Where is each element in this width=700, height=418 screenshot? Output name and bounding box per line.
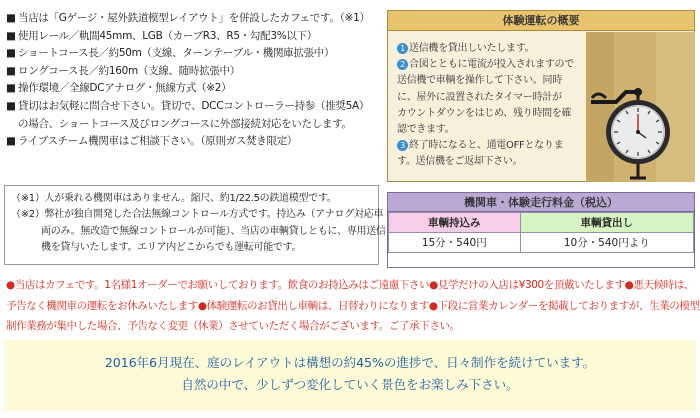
fee-title: 機関車・体験走行料金（税込） [388, 193, 694, 212]
bullet-square-icon: ■ [6, 82, 16, 95]
fee-value-rental: 10分・540円より [520, 233, 693, 253]
footnotes-box [4, 185, 386, 265]
fee-header-bring-own: 車輌持込み [389, 213, 521, 233]
footnote-2-cont: 機を貸与いたします。エリア内どこからでも運転可能です。 [41, 242, 302, 254]
timer-clock-photo [586, 32, 695, 182]
spec-list [6, 10, 380, 151]
spec-item: ■ 操作環境／全線DCアナログ・無線方式（※2） [6, 80, 380, 98]
fee-box [387, 192, 695, 268]
footnote-1: （※1）人が乗れる機関車はありません。縮尺、約1/22.5の鉄道模型です。 [11, 193, 337, 204]
step-line: カウントダウンをはじめ、残り時間を確 [397, 107, 572, 119]
bullet-square-icon: ■ [6, 29, 16, 42]
banner-line-1: 2016年6月現在、庭のレイアウトは構想の約45%の進捗で、日々制作を続けています。 [104, 355, 596, 370]
bullet-square-icon: ■ [6, 12, 16, 24]
table-row [389, 213, 694, 233]
notice-text [6, 275, 700, 337]
fee-header-rental: 車輌貸出し [520, 213, 693, 233]
banner-line-2: 自然の中で、少しずつ変化していく景色をお楽しみ下さい。 [181, 377, 519, 392]
footnote-2-cont: 両のみ。無改造で無線コントロールが可能）、当店の車輌貸しともに、専用送信 [41, 225, 386, 237]
step-line: 2 合図とともに電流が投入されますので [397, 57, 587, 73]
footnote-2: （※2）弊社が独自開発した合法無線コントロール方式です。持込み（アナログ対応車 [11, 209, 384, 221]
step-line: 1 送信機を貸出しいたします。 [397, 41, 587, 57]
spec-item: ■ ロングコース長／約160m（支線、随時拡張中） [6, 63, 380, 81]
step-line: に、屋外に設置されたタイマー時計が [397, 91, 562, 103]
step-line: 送信機で車輌を操作して下さい。同時 [397, 75, 562, 87]
step-line: 認できます。 [397, 124, 455, 136]
experience-title: 体験運転の概要 [388, 11, 694, 31]
wall-clock-icon [586, 32, 695, 182]
experience-steps [397, 41, 587, 171]
notice-line: ●当店はカフェです。1名様1オーダーでお願いしております。飲食のお持込みはご遠慮下さい●見学だけの入店は¥300を頂戴いたします●悪天候時は、 [6, 279, 694, 291]
spec-item: ■ 使用レール／軌間45mm、LGB（カーブR3、R5・勾配3%以下） [6, 28, 380, 46]
step-number-icon: 1 [397, 43, 408, 54]
bullet-square-icon: ■ [6, 64, 16, 77]
spec-item: ■ 貸切はお気軽に問合せ下さい。貸切で、DCCコントローラー持参（推奨5A） の場合、ショートコース及びロングコースに外部接続対応をいたします。 [6, 99, 370, 130]
spec-item: ■ 当店は「Gゲージ・屋外鉄道模型レイアウト」を併設したカフェです。（※1） [6, 10, 380, 28]
bullet-square-icon: ■ [6, 99, 16, 112]
fee-table [388, 212, 694, 253]
table-row [389, 233, 694, 253]
step-number-icon: 3 [397, 140, 408, 151]
step-line: 3 終了時になると、通電OFFとなりま [397, 138, 587, 154]
spec-item: ■ ライブスチーム機関車はご相談下さい。（原則ガス焚き限定） [6, 133, 380, 151]
fee-value-bring-own: 15分・540円 [389, 233, 521, 253]
bullet-square-icon: ■ [6, 135, 16, 148]
notice-line: 予告なく機関車の運転をお休みいたします●体験運転のお貸出し車輌は、日替わりになります●下段に営業カレンダーを掲載しておりますが、生業の模型 [6, 299, 700, 312]
progress-banner [4, 340, 696, 411]
step-line: す。送信機をご返却下さい。 [397, 156, 523, 168]
experience-overview-box [387, 10, 695, 182]
step-number-icon: 2 [397, 59, 408, 70]
notice-line: 制作業務が集中した場合、予告なく変更（休業）させていただく場合がございます。ご了承下さい。 [6, 320, 460, 332]
bullet-square-icon: ■ [6, 47, 16, 60]
spec-item: ■ ショートコース長／約50m（支線、ターンテーブル・機関庫拡張中） [6, 45, 380, 63]
